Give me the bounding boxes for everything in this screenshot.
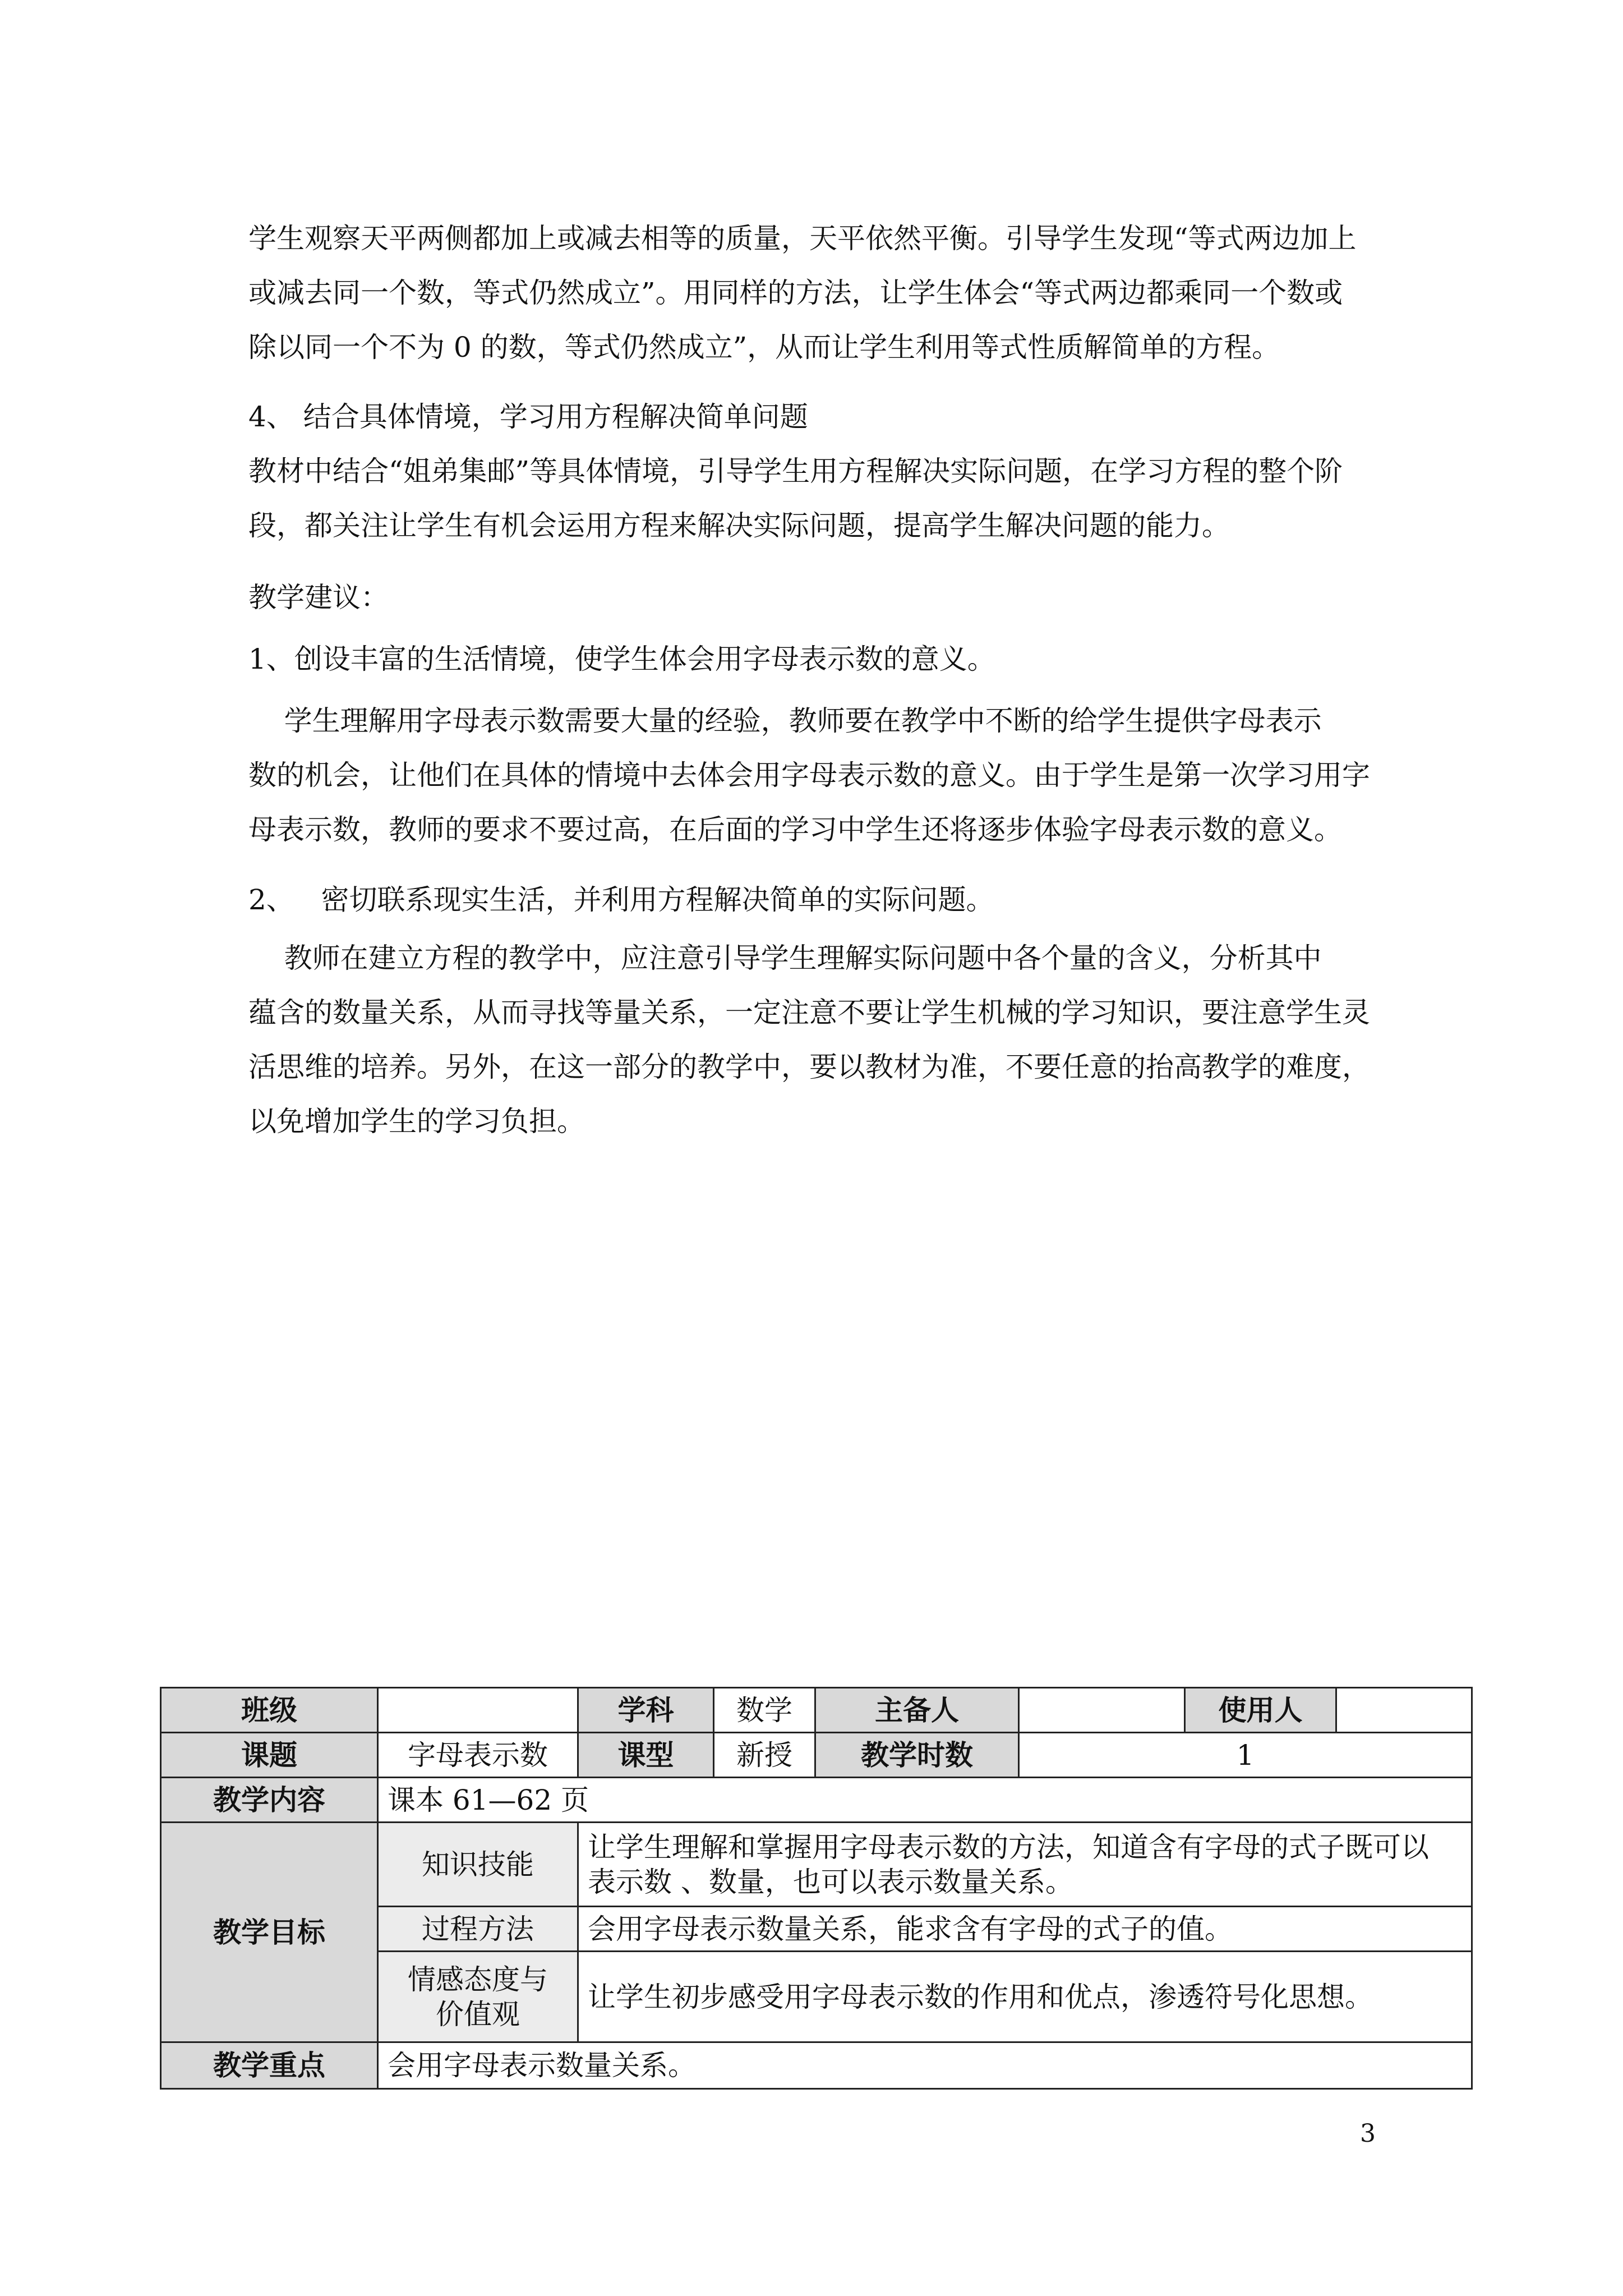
teaching-hours-value: 1 <box>1019 1733 1472 1778</box>
lesson-type-value: 新授 <box>714 1733 815 1778</box>
class-value <box>378 1688 578 1733</box>
emotion-label-line: 价值观 <box>436 1998 520 2031</box>
paragraph-line: 学生观察天平两侧都加上或减去相等的质量，天平依然平衡。引导学生发现“等式两边加上 <box>248 222 1357 255</box>
paragraph-line: 以免增加学生的学习负担。 <box>248 1105 585 1138</box>
knowledge-line: 表示数 、数量，也可以表示数量关系。 <box>588 1865 1073 1898</box>
paragraph-line: 母表示数，教师的要求不要过高，在后面的学习中学生还将逐步体验字母表示数的意义。 <box>248 813 1342 846</box>
process-method-label: 过程方法 <box>378 1907 578 1952</box>
table-row <box>161 1733 1472 1778</box>
teaching-content-value: 课本 61—62 页 <box>378 1778 1472 1823</box>
teaching-hours-label: 教学时数 <box>815 1733 1019 1778</box>
knowledge-skills-value <box>578 1823 1472 1907</box>
lesson-type-label: 课型 <box>578 1733 714 1778</box>
lead-preparer-value <box>1019 1688 1185 1733</box>
process-method-value: 会用字母表示数量关系，能求含有字母的式子的值。 <box>578 1907 1472 1952</box>
suggestion-heading-1: 1、创设丰富的生活情境，使学生体会用字母表示数的意义。 <box>248 643 995 675</box>
paragraph-line: 或减去同一个数，等式仍然成立”。用同样的方法，让学生体会“等式两边都乘同一个数或 <box>248 277 1343 309</box>
knowledge-line: 让学生理解和掌握用字母表示数的方法，知道含有字母的式子既可以 <box>588 1830 1429 1864</box>
teaching-focus-value: 会用字母表示数量关系。 <box>378 2042 1472 2089</box>
paragraph-line: 除以同一个不为 0 的数，等式仍然成立”，从而让学生利用等式性质解简单的方程。 <box>248 331 1280 364</box>
table-row <box>161 1688 1472 1733</box>
section-heading-4: 4、 结合具体情境，学习用方程解决简单问题 <box>248 401 808 433</box>
paragraph-line: 活思维的培养。另外，在这一部分的教学中，要以教材为准，不要任意的抬高教学的难度， <box>248 1051 1370 1083</box>
subject-value: 数学 <box>714 1688 815 1733</box>
class-label: 班级 <box>161 1688 378 1733</box>
teaching-suggestions-heading: 教学建议： <box>248 581 389 614</box>
paragraph-line: 段，都关注让学生有机会运用方程来解决实际问题，提高学生解决问题的能力。 <box>248 509 1230 542</box>
user-label: 使用人 <box>1185 1688 1336 1733</box>
topic-value: 字母表示数 <box>378 1733 578 1778</box>
paragraph-line: 学生理解用字母表示数需要大量的经验，教师要在教学中不断的给学生提供字母表示 <box>248 705 1322 737</box>
table-row <box>161 1778 1472 1823</box>
paragraph-line: 教师在建立方程的教学中，应注意引导学生理解实际问题中各个量的含义，分析其中 <box>248 942 1322 974</box>
paragraph-line: 教材中结合“姐弟集邮”等具体情境，引导学生用方程解决实际问题，在学习方程的整个阶 <box>248 455 1343 487</box>
paragraph-line: 蕴含的数量关系，从而寻找等量关系，一定注意不要让学生机械的学习知识，要注意学生灵 <box>248 996 1370 1029</box>
teaching-goals-label: 教学目标 <box>161 1823 378 2042</box>
topic-label: 课题 <box>161 1733 378 1778</box>
suggestion-heading-2: 2、 密切联系现实生活，并利用方程解决简单的实际问题。 <box>248 884 994 916</box>
teaching-focus-label: 教学重点 <box>161 2042 378 2089</box>
knowledge-skills-label: 知识技能 <box>378 1823 578 1907</box>
subject-label: 学科 <box>578 1688 714 1733</box>
emotion-values-value: 让学生初步感受用字母表示数的作用和优点，渗透符号化思想。 <box>578 1952 1472 2042</box>
lead-preparer-label: 主备人 <box>815 1688 1019 1733</box>
paragraph-line: 数的机会，让他们在具体的情境中去体会用字母表示数的意义。由于学生是第一次学习用字 <box>248 759 1370 792</box>
lesson-plan-table <box>160 1687 1473 2090</box>
user-value <box>1336 1688 1472 1733</box>
page-number: 3 <box>1360 2119 1376 2148</box>
table-row <box>161 2042 1472 2089</box>
emotion-values-label <box>378 1952 578 2042</box>
emotion-label-line: 情感态度与 <box>408 1963 548 1996</box>
teaching-content-label: 教学内容 <box>161 1778 378 1823</box>
table-row <box>161 1823 1472 1907</box>
